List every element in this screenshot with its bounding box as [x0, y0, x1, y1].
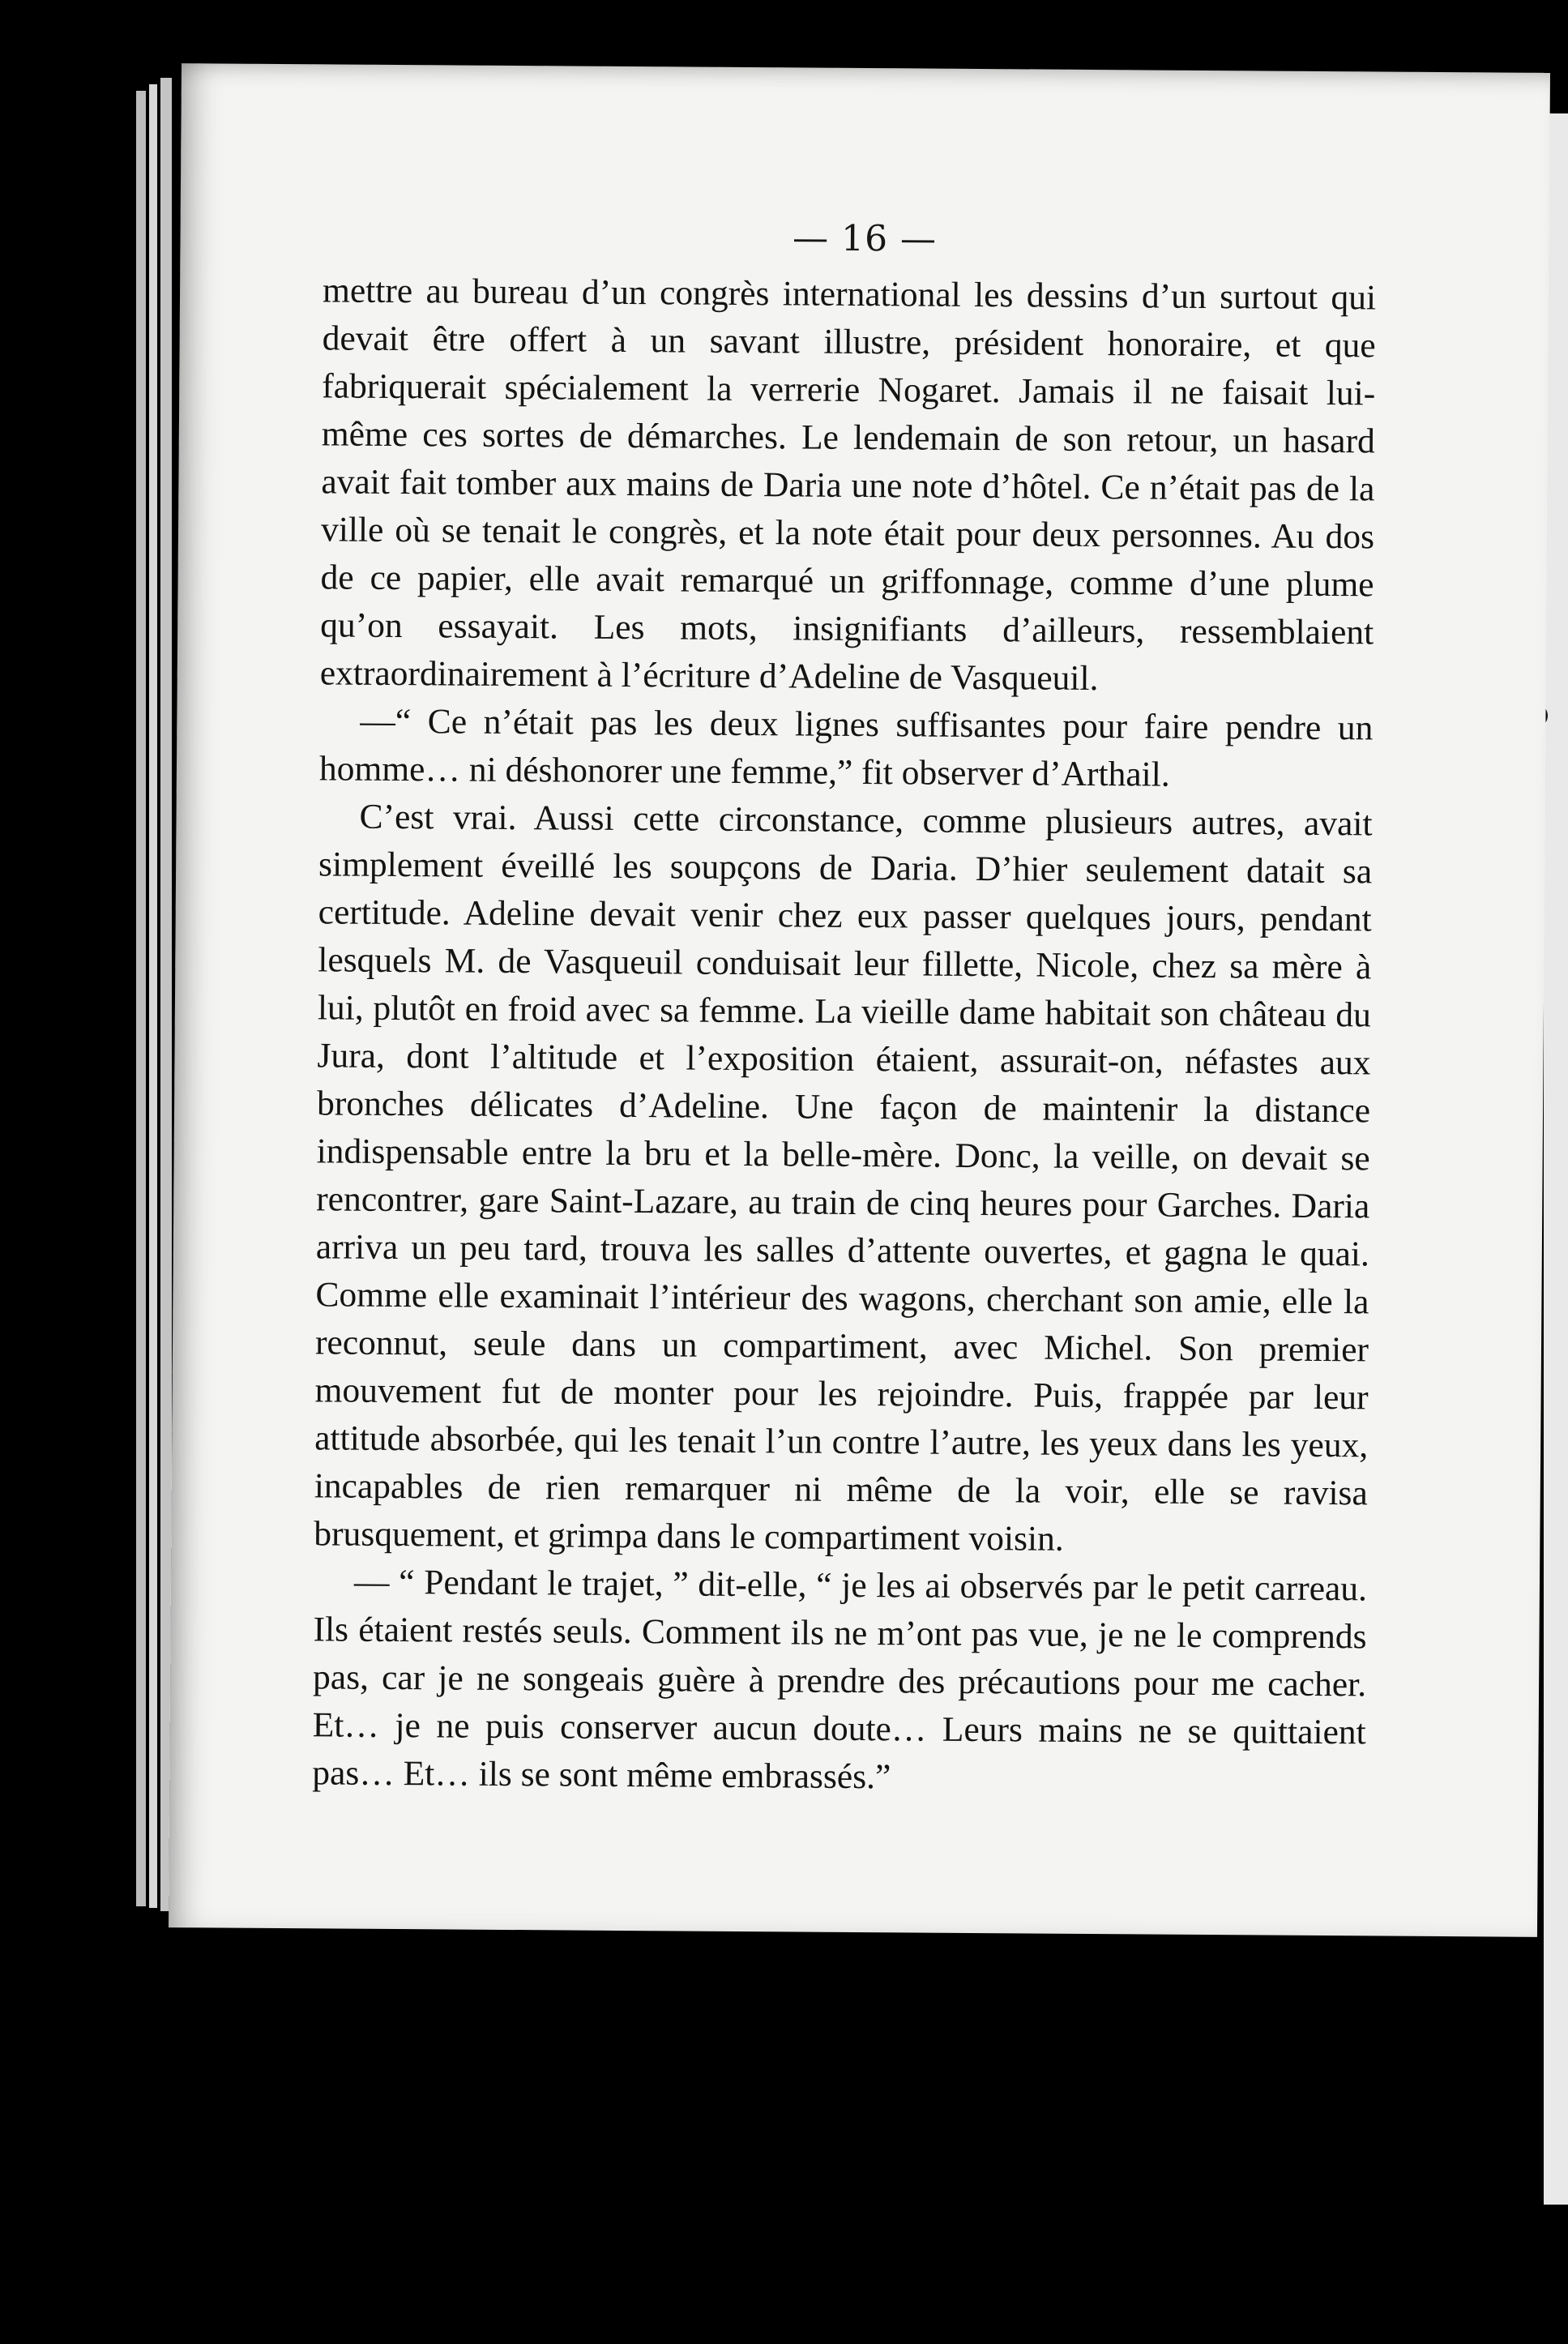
page-edge — [136, 91, 146, 1906]
paragraph: C’est vrai. Aussi cette circonstance, comme plusieurs autres, avait simplement éveillé les soupçons de Daria. D’hier seulement datait sa certitude. Adeline devait venir chez eux passer quelques jours, pendant lesquels M. de Vasqueuil conduisait leur fillette, Nicole, chez sa mère à lui, plutôt en froid avec sa femme. La vieille dame habitait son château du Jura, dont l’altitude et l’exposition étaient, assurait-on, néfastes aux bronches délicates d’Adeline. Une façon de maintenir la distance indispensable entre la bru et la belle-mère. Donc, la veille, on devait se rencontrer, gare Saint-Lazare, au train de cinq heures pour Garches. Daria arriva un peu tard, trouva les salles d’attente ouvertes, et gagna le quai. Comme elle examinait l’intérieur des wagons, cherchant son amie, elle la reconnut, seule dans un compartiment, avec Michel. Son premier mouvement fut de monter pour les rejoindre. Puis, frappée par leur attitude absorbée, qui les tenait l’un contre l’autre, les yeux dans les yeux, incapables de rien remarquer ni même de la voir, elle se ravisa brusquement, et grimpa dans le compartiment voisin. — [314, 797, 1373, 1559]
paragraph: mettre au bureau d’un congrès international les dessins d’un surtout qui devait être offert à un savant illustre, président honoraire, et que fabriquerait spécialement la verrerie Nogaret. Jamais il ne faisait lui-même ces sortes de démarches. Le lendemain de son retour, un hasard avait fait tomber aux mains de Daria une note d’hôtel. Ce n’était pas de la ville où se tenait le congrès, et la note était pour deux personnes. Au dos de ce papier, elle avait remarqué un griffonnage, comme d’une plume qu’on essayait. Les mots, insignifiants d’ailleurs, ressemblaient extraordinairement à l’écriture d’Adeline de Vasqueuil. — [319, 271, 1377, 699]
page-text — [312, 267, 1376, 1804]
paragraph: — “ Pendant le trajet, ” dit-elle, “ je les ai observés par le petit carreau. Ils étaient restés seuls. Comment ils ne m’ont pas vue, je ne le comprends pas, car je ne songeais guère à prendre des précautions pour me cacher. Et… je ne puis conserver aucun doute… Leurs mains ne se quittaient pas… Et… ils se sont même embrassés.” — [312, 1562, 1368, 1797]
page-number: — 16 — — [792, 217, 938, 260]
paragraph: —“ Ce n’était pas les deux lignes suffisantes pour faire pendre un homme… ni déshonorer une femme,” fit observer d’Arthail. — [318, 701, 1374, 794]
book-page — [169, 63, 1550, 1937]
page-edge — [149, 84, 157, 1908]
